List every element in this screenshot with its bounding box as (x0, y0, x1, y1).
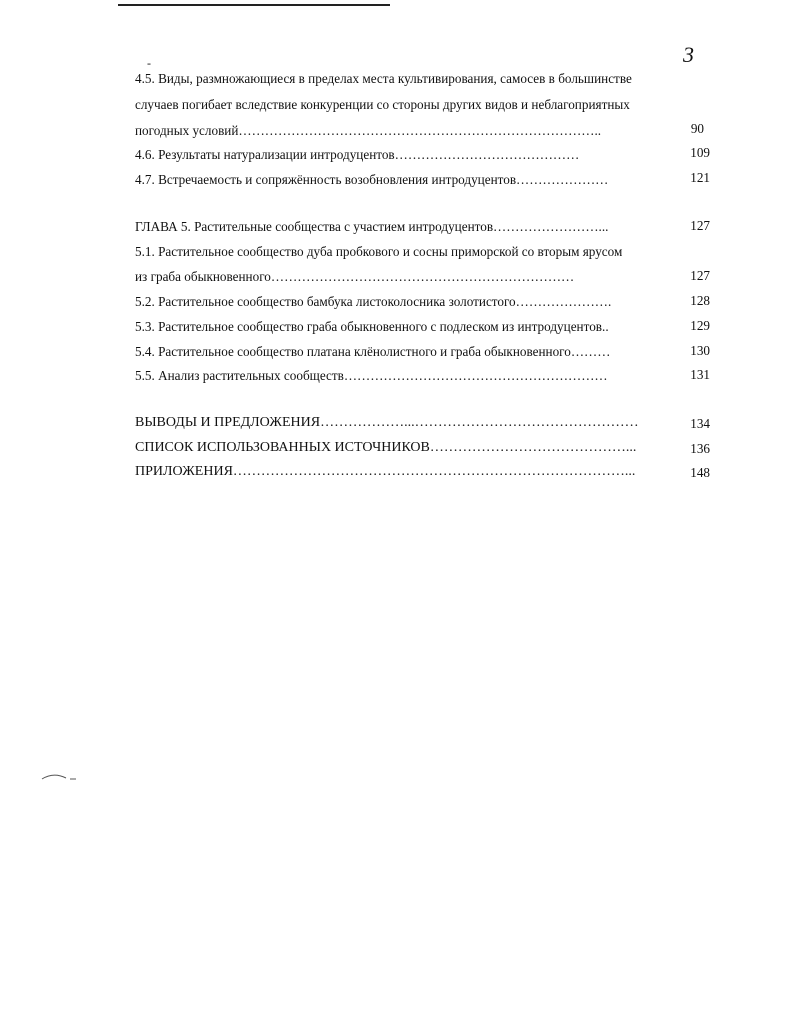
toc-entry-5-3: 5.3. Растительное сообщество граба обыкновенного с подлеском из интродуцентов.. (135, 319, 609, 334)
toc-conclusions: ВЫВОДЫ И ПРЕДЛОЖЕНИЯ………………...………………………………………… (135, 415, 639, 430)
top-rule (118, 4, 390, 6)
toc-entry-5-2: 5.2. Растительное сообщество бамбука листоколосника золотистого…………………. (135, 294, 612, 309)
toc-entry-4-7-page: 121 (690, 170, 710, 185)
toc-entry-4-5-line-2: случаев погибает вследствие конкуренции со стороны других видов и неблагоприятных (135, 97, 630, 112)
toc-entry-4-6-page: 109 (690, 145, 710, 160)
toc-entry-4-7: 4.7. Встречаемость и сопряжённость возобновления интродуцентов………………… (135, 172, 609, 187)
toc-entry-5-4-page: 130 (690, 343, 710, 358)
scan-artifact (40, 770, 90, 784)
toc-entry-5-1-page: 127 (690, 268, 710, 283)
page-number: 3 (683, 42, 694, 67)
toc-entry-5-3-page: 129 (690, 318, 710, 333)
toc-references: СПИСОК ИСПОЛЬЗОВАННЫХ ИСТОЧНИКОВ……………………………………... (135, 440, 637, 455)
toc-entry-5-5: 5.5. Анализ растительных сообществ…………………………………………………… (135, 368, 608, 383)
toc-entry-4-5-line-3: погодных условий……………………………………………………………………….. (135, 123, 602, 138)
toc-conclusions-page: 134 (690, 416, 710, 431)
toc-appendices: ПРИЛОЖЕНИЯ…………………………………………………………………………... (135, 464, 636, 479)
toc-chapter-5-page: 127 (690, 218, 710, 233)
toc-chapter-5: ГЛАВА 5. Растительные сообщества с участием интродуцентов……………………... (135, 219, 609, 234)
toc-entry-5-4: 5.4. Растительное сообщество платана клёнолистного и граба обыкновенного……… (135, 344, 611, 359)
toc-entry-5-2-page: 128 (690, 293, 710, 308)
toc-entry-5-1-line-2: из граба обыкновенного…………………………………………………………… (135, 269, 575, 284)
toc-entry-4-6: 4.6. Результаты натурализации интродуцентов…………………………………… (135, 147, 580, 162)
toc-entry-4-5-page: 90 (690, 121, 704, 136)
toc-entry-5-5-page: 131 (690, 367, 710, 382)
corner-mark: - (147, 56, 151, 70)
toc-appendices-page: 148 (690, 465, 710, 480)
toc-entry-4-5-line-1: 4.5. Виды, размножающиеся в пределах места культивирования, самосев в большинстве (135, 71, 632, 86)
toc-references-page: 136 (690, 441, 710, 456)
toc-entry-5-1-line-1: 5.1. Растительное сообщество дуба пробкового и сосны приморской со вторым ярусом (135, 244, 623, 259)
